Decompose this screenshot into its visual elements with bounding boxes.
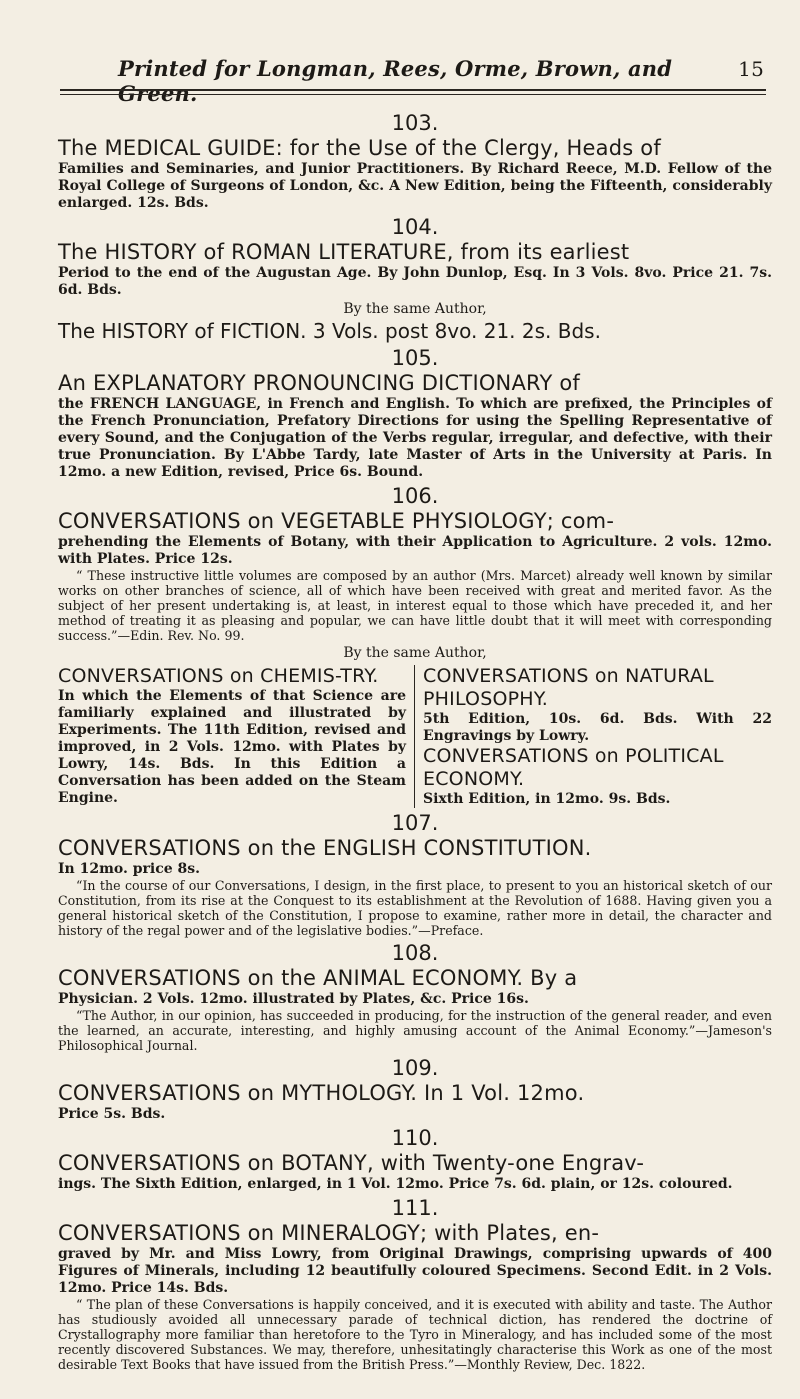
page-number: 15	[738, 57, 764, 81]
entry-number: 111.	[391, 1196, 439, 1220]
header-rule-thin	[60, 94, 766, 95]
same-author-line: By the same Author,	[343, 301, 487, 317]
entry-title: The HISTORY of ROMAN LITERATURE, from its earliest	[58, 240, 630, 264]
entry-number: 109.	[391, 1056, 439, 1080]
entry-number: 105.	[391, 346, 439, 370]
entry-body: Physician. 2 Vols. 12mo. illustrated by Plates, &c. Price 16s.	[58, 991, 529, 1007]
entry-body: In 12mo. price 8s.	[58, 861, 201, 877]
column-title: CONVERSATIONS on CHEMIS-TRY.	[58, 665, 379, 687]
entry-title: CONVERSATIONS on MINERALOGY; with Plates, en-	[58, 1221, 600, 1245]
publisher-line: Printed for Longman, Rees, Orme, Brown, and Green.	[118, 56, 673, 106]
review-quote: “ The plan of these Conversations is happily conceived, and it is executed with ability and taste. The Author has studiously avoided all unnecessary parade of technical diction, has rendered the doctrine of Crystallography more familiar than heretofore to the Tyro in Mineralogy, and has included some of the most recently discovered Substances. We may, therefore, unhesitatingly characterise this Work as one of the most desirable Text Books that have issued from the British Press.”—Monthly Review, Dec. 1822.	[58, 1297, 772, 1372]
entry-title: An EXPLANATORY PRONOUNCING DICTIONARY of	[58, 371, 581, 395]
entry-body: the FRENCH LANGUAGE, in French and English. To which are prefixed, the Principles of the French Pronunciation, Prefatory Directions for using the Spelling Representative of every Sound, and the Conjugation of the Verbs regular, irregular, and defective, with their true Pronunciation. By L'Abbe Tardy, late Master of Arts in the University at Paris. In 12mo. a new Edition, revised, Price 6s. Bound.	[58, 396, 772, 480]
column-body: 5th Edition, 10s. 6d. Bds. With 22 Engravings by Lowry.	[423, 711, 772, 744]
review-quote: “In the course of our Conversations, I design, in the first place, to present to you an historical sketch of our Constitution, from its rise at the Conquest to its establishment at the Revolution of 1688. Having given you a general historical sketch of the Constitution, I propose to examine, rather more in detail, the character and history of the regal power and of the legislative bodies.”—Preface.	[58, 878, 772, 938]
entry-body: graved by Mr. and Miss Lowry, from Original Drawings, comprising upwards of 400 Figures of Minerals, including 12 beautifully coloured Specimens. Second Edit. in 2 Vols. 12mo. Price 14s. Bds.	[58, 1246, 772, 1296]
right-column	[415, 665, 772, 808]
entry-body: Period to the end of the Augustan Age. By John Dunlop, Esq. In 3 Vols. 8vo. Price 21. 7s. 6d. Bds.	[58, 265, 772, 298]
two-column-block	[58, 665, 772, 808]
entry-body: ings. The Sixth Edition, enlarged, in 1 Vol. 12mo. Price 7s. 6d. plain, or 12s. coloured.	[58, 1176, 733, 1192]
catalogue-content	[58, 108, 772, 1372]
catalogue-entry	[58, 110, 772, 212]
catalogue-entry	[58, 345, 772, 481]
entry-number: 107.	[391, 811, 439, 835]
entry-subtitle: The HISTORY of FICTION. 3 Vols. post 8vo. 21. 2s. Bds.	[58, 319, 601, 343]
catalogue-entry	[58, 483, 772, 808]
column-title: CONVERSATIONS on NATURAL PHILOSOPHY.	[423, 665, 714, 710]
entry-title: The MEDICAL GUIDE: for the Use of the Clergy, Heads of	[58, 136, 661, 160]
review-quote: “ These instructive little volumes are composed by an author (Mrs. Marcet) already well known by similar works on other branches of science, all of which have been received with great and merited favor. As the subject of her present undertaking is, at least, in interest equal to those which have preceded it, and her method of treating it as pleasing and popular, we can have little doubt that it will meet with corresponding success.”—Edin. Rev. No. 99.	[58, 568, 772, 643]
entry-number: 108.	[391, 941, 439, 965]
entry-number: 106.	[391, 484, 439, 508]
catalogue-entry	[58, 1125, 772, 1193]
catalogue-entry	[58, 214, 772, 343]
entry-title: CONVERSATIONS on VEGETABLE PHYSIOLOGY; com-	[58, 509, 615, 533]
entry-number: 110.	[391, 1126, 439, 1150]
entry-title: CONVERSATIONS on MYTHOLOGY. In 1 Vol. 12mo.	[58, 1081, 585, 1105]
header-rule-thick	[60, 89, 766, 91]
column-body: Sixth Edition, in 12mo. 9s. Bds.	[423, 791, 671, 807]
catalogue-entry	[58, 1195, 772, 1372]
entry-title: CONVERSATIONS on BOTANY, with Twenty-one Engrav-	[58, 1151, 645, 1175]
catalogue-entry	[58, 940, 772, 1053]
running-head	[118, 56, 764, 106]
entry-number: 103.	[391, 111, 439, 135]
entry-number: 104.	[391, 215, 439, 239]
column-title: CONVERSATIONS on POLITICAL ECONOMY.	[423, 745, 724, 790]
left-column	[58, 665, 415, 808]
entry-body: prehending the Elements of Botany, with their Application to Agriculture. 2 vols. 12mo. with Plates. Price 12s.	[58, 534, 772, 567]
same-author-line: By the same Author,	[343, 645, 487, 661]
entry-title: CONVERSATIONS on the ENGLISH CONSTITUTION.	[58, 836, 592, 860]
catalogue-entry	[58, 810, 772, 938]
column-body: In which the Elements of that Science are familiarly explained and illustrated by Experiments. The 11th Edition, revised and improved, in 2 Vols. 12mo. with Plates by Lowry, 14s. Bds. In this Edition a Conversation has been added on the Steam Engine.	[58, 688, 406, 806]
entry-body: Price 5s. Bds.	[58, 1106, 166, 1122]
entry-body: Families and Seminaries, and Junior Practitioners. By Richard Reece, M.D. Fellow of the Royal College of Surgeons of London, &c. A New Edition, being the Fifteenth, considerably enlarged. 12s. Bds.	[58, 161, 772, 211]
entry-title: CONVERSATIONS on the ANIMAL ECONOMY. By a	[58, 966, 578, 990]
catalogue-entry	[58, 1055, 772, 1123]
review-quote: “The Author, in our opinion, has succeeded in producing, for the instruction of the general reader, and even the learned, an accurate, interesting, and highly amusing account of the Animal Economy.”—Jameson's Philosophical Journal.	[58, 1008, 772, 1053]
